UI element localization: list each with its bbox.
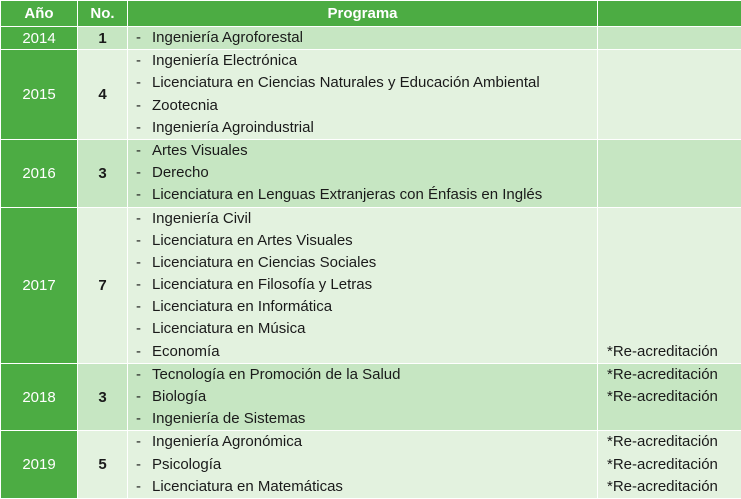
table-row: [1, 139, 741, 207]
list-bullet: -: [136, 208, 152, 230]
program-name: Licenciatura en Matemáticas: [152, 478, 343, 495]
reaccreditation-note: *Re-acreditación: [598, 341, 741, 363]
program-name: Licenciatura en Filosofía y Letras: [152, 276, 372, 293]
program-name: Ingeniería Agronómica: [152, 433, 302, 450]
list-bullet: -: [136, 184, 152, 206]
reaccreditation-note: *Re-acreditación: [598, 386, 741, 408]
program-list-cell: [128, 139, 598, 207]
reaccreditation-note: [598, 208, 741, 230]
program-list-item: [128, 476, 597, 498]
program-count-cell: 5: [78, 431, 128, 499]
program-name: Licenciatura en Ciencias Naturales y Educación Ambiental: [152, 74, 540, 91]
header-note: [598, 1, 741, 27]
program-name: Zootecnia: [152, 97, 218, 114]
list-bullet: -: [136, 72, 152, 94]
header-program: Programa: [128, 1, 598, 27]
reaccreditation-note: *Re-acreditación: [598, 364, 741, 386]
program-name: Psicología: [152, 456, 221, 473]
table-body: [1, 27, 741, 499]
reaccreditation-note: [598, 27, 741, 49]
program-list-item: [128, 230, 597, 252]
note-cell: [598, 207, 741, 363]
program-list-item: [128, 27, 597, 49]
list-bullet: -: [136, 386, 152, 408]
program-list-cell: [128, 207, 598, 363]
list-bullet: -: [136, 252, 152, 274]
program-list-item: [128, 95, 597, 117]
program-name: Ingeniería Agroindustrial: [152, 119, 314, 136]
list-bullet: -: [136, 27, 152, 49]
program-list-item: [128, 274, 597, 296]
note-cell: [598, 363, 741, 431]
program-name: Economía: [152, 343, 220, 360]
reaccreditation-note: [598, 274, 741, 296]
program-name: Biología: [152, 388, 206, 405]
list-bullet: -: [136, 454, 152, 476]
reaccreditation-note: [598, 50, 741, 72]
program-list-item: [128, 341, 597, 363]
program-count-cell: 3: [78, 363, 128, 431]
list-bullet: -: [136, 95, 152, 117]
reaccreditation-note: [598, 252, 741, 274]
program-count-cell: 1: [78, 27, 128, 50]
reaccreditation-note: [598, 408, 741, 430]
header-year: Año: [1, 1, 78, 27]
program-name: Tecnología en Promoción de la Salud: [152, 366, 401, 383]
list-bullet: -: [136, 318, 152, 340]
header-number: No.: [78, 1, 128, 27]
list-bullet: -: [136, 408, 152, 430]
reaccreditation-note: *Re-acreditación: [598, 454, 741, 476]
program-count-cell: 3: [78, 139, 128, 207]
year-cell: 2019: [1, 431, 78, 499]
program-name: Licenciatura en Ciencias Sociales: [152, 254, 376, 271]
list-bullet: -: [136, 341, 152, 363]
list-bullet: -: [136, 140, 152, 162]
reaccreditation-note: [598, 162, 741, 184]
program-list-item: [128, 296, 597, 318]
list-bullet: -: [136, 274, 152, 296]
list-bullet: -: [136, 364, 152, 386]
program-name: Ingeniería de Sistemas: [152, 410, 305, 427]
list-bullet: -: [136, 50, 152, 72]
program-count-cell: 7: [78, 207, 128, 363]
program-list-item: [128, 140, 597, 162]
program-list-item: [128, 318, 597, 340]
program-name: Licenciatura en Lenguas Extranjeras con Énfasis en Inglés: [152, 186, 542, 203]
note-cell: [598, 27, 741, 50]
program-list-cell: [128, 363, 598, 431]
year-cell: 2015: [1, 50, 78, 140]
program-name: Artes Visuales: [152, 142, 248, 159]
reaccreditation-note: [598, 95, 741, 117]
program-list-cell: [128, 50, 598, 140]
reaccreditation-note: [598, 184, 741, 206]
program-name: Licenciatura en Informática: [152, 298, 332, 315]
reaccreditation-note: [598, 230, 741, 252]
program-list-item: [128, 50, 597, 72]
year-cell: 2014: [1, 27, 78, 50]
list-bullet: -: [136, 230, 152, 252]
table-row: [1, 363, 741, 431]
program-list-item: [128, 72, 597, 94]
program-list-item: [128, 252, 597, 274]
program-count-cell: 4: [78, 50, 128, 140]
program-list-item: [128, 431, 597, 453]
reaccreditation-note: [598, 296, 741, 318]
program-list-item: [128, 454, 597, 476]
program-name: Licenciatura en Artes Visuales: [152, 232, 353, 249]
reaccreditation-note: [598, 117, 741, 139]
year-cell: 2018: [1, 363, 78, 431]
program-name: Ingeniería Civil: [152, 210, 251, 227]
reaccreditation-note: [598, 318, 741, 340]
program-name: Derecho: [152, 164, 209, 181]
note-cell: [598, 139, 741, 207]
program-list-cell: [128, 431, 598, 499]
list-bullet: -: [136, 117, 152, 139]
table-row: [1, 207, 741, 363]
table-header-row: [1, 1, 741, 27]
program-name: Ingeniería Agroforestal: [152, 29, 303, 46]
program-name: Licenciatura en Música: [152, 320, 305, 337]
program-list-item: [128, 408, 597, 430]
list-bullet: -: [136, 431, 152, 453]
program-name: Ingeniería Electrónica: [152, 52, 297, 69]
reaccreditation-note: [598, 72, 741, 94]
list-bullet: -: [136, 162, 152, 184]
program-list-item: [128, 208, 597, 230]
program-list-item: [128, 386, 597, 408]
program-list-item: [128, 184, 597, 206]
year-cell: 2016: [1, 139, 78, 207]
program-list-item: [128, 364, 597, 386]
program-list-item: [128, 162, 597, 184]
year-cell: 2017: [1, 207, 78, 363]
reaccreditation-note: *Re-acreditación: [598, 476, 741, 498]
list-bullet: -: [136, 476, 152, 498]
note-cell: [598, 50, 741, 140]
table-row: [1, 50, 741, 140]
note-cell: [598, 431, 741, 499]
program-list-item: [128, 117, 597, 139]
reaccreditation-note: [598, 140, 741, 162]
program-list-cell: [128, 27, 598, 50]
list-bullet: -: [136, 296, 152, 318]
reaccreditation-note: *Re-acreditación: [598, 431, 741, 453]
table-row: [1, 27, 741, 50]
table-row: [1, 431, 741, 499]
